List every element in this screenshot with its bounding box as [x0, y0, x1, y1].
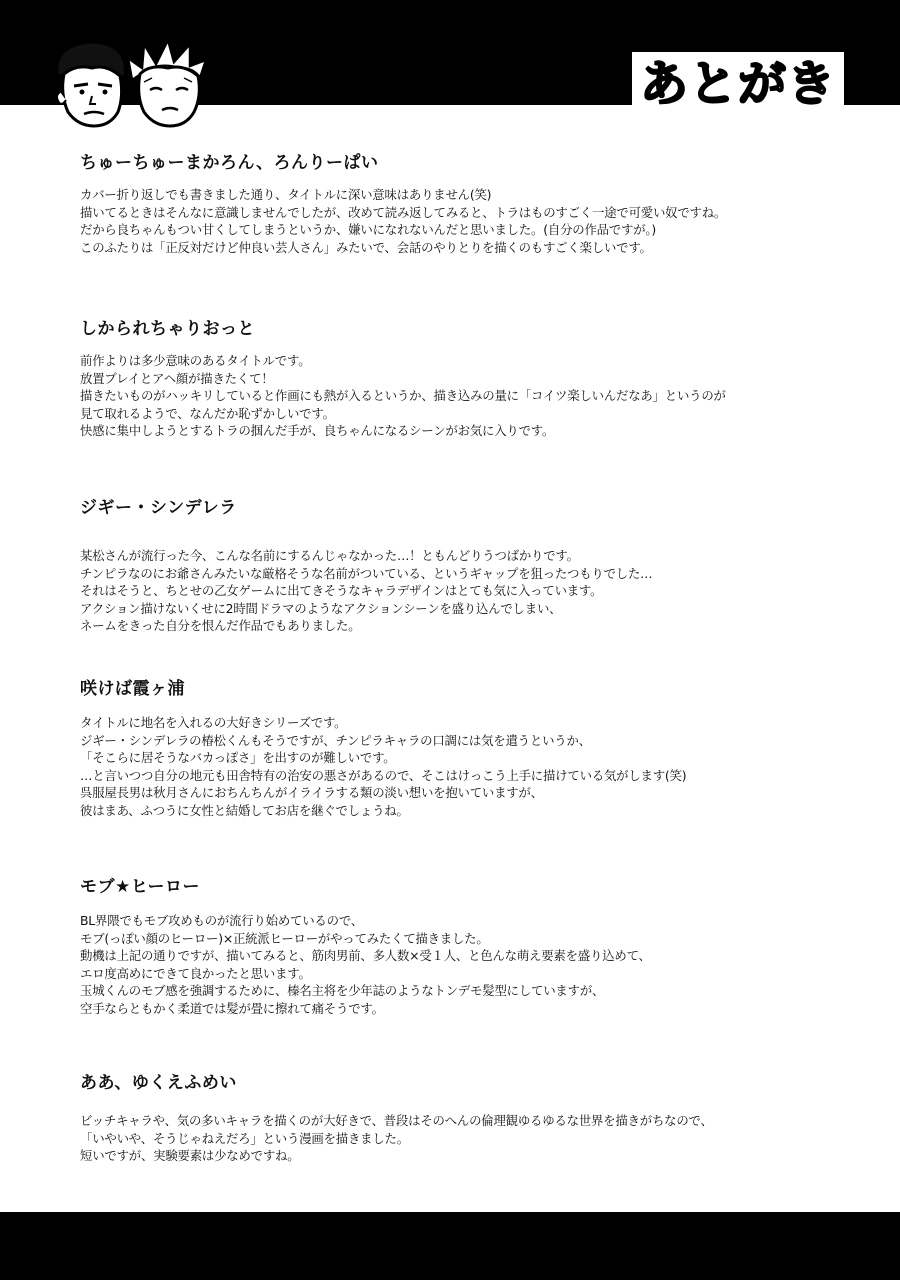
body-line: 「いやいや、そうじゃねえだろ」という漫画を描きました。 — [80, 1130, 409, 1146]
section-heading: ジギー・シンデレラ — [80, 498, 237, 518]
body-line: 空手ならともかく柔道では髪が畳に擦れて痛そうです。 — [80, 1000, 384, 1016]
section-4 — [80, 678, 840, 820]
body-line: このふたりは「正反対だけど仲良い芸人さん」みたいで、会話のやりとりを描くのもすごく楽しいです。 — [80, 239, 652, 255]
body-line: …と言いつつ自分の地元も田舎特有の治安の悪さがあるので、そこはけっこう上手に描けている気がします(笑) — [80, 767, 687, 783]
body-line: 呉服屋長男は秋月さんにおちんちんがイライラする類の淡い想いを抱いていますが、 — [80, 785, 543, 801]
footer-band — [0, 1212, 900, 1280]
body-line: 玉城くんのモブ感を強調するために、榛名主将を少年誌のようなトンデモ髪型にしていますが、 — [80, 983, 605, 999]
body-line: 見て取れるようで、なんだか恥ずかしいです。 — [80, 405, 335, 421]
body-line: ネームをきった自分を恨んだ作品でもありました。 — [80, 618, 361, 634]
section-heading: しかられちゃりおっと — [80, 319, 255, 339]
body-line: タイトルに地名を入れるの大好きシリーズです。 — [80, 715, 347, 730]
body-line: 某松さんが流行った今、こんな名前にするんじゃなかった…！ともんどりうつばかりです。 — [80, 548, 579, 563]
body-line: アクション描けないくせに2時間ドラマのようなアクションシーンを盛り込んでしまい、 — [80, 600, 562, 616]
right-character-icon — [128, 40, 206, 126]
section-3 — [80, 497, 840, 635]
body-line: ジギー・シンデレラの椿松くんもそうですが、チンピラキャラの口調には気を遣うというか、 — [80, 732, 591, 748]
section-heading: ちゅーちゅーまかろん、ろんりーぱい — [80, 153, 379, 173]
section-6 — [80, 1072, 840, 1165]
characters-illustration — [44, 34, 214, 134]
body-line: チンピラなのにお爺さんみたいな厳格そうな名前がついている、というギャップを狙ったつもりでした… — [80, 565, 653, 581]
body-line: 彼はまあ、ふつうに女性と結婚してお店を継ぐでしょうね。 — [80, 802, 409, 818]
body-line: エロ度高めにできて良かったと思います。 — [80, 965, 311, 981]
body-line: 放置プレイとアヘ顔が描きたくて！ — [80, 370, 274, 386]
section-heading: ああ、ゆくえふめい — [80, 1073, 237, 1093]
body-line: 短いですが、実験要素は少なめですね。 — [80, 1148, 300, 1164]
body-line: ビッチキャラや、気の多いキャラを描くのが大好きで、普段はそのへんの倫理観ゆるゆるな世界を描きがちなので、 — [80, 1113, 713, 1128]
page-title: あとがき — [639, 56, 836, 112]
body-line: モブ(っぽい顔のヒーロー)×正統派ヒーローがやってみたくて描きました。 — [80, 930, 489, 946]
left-character-icon — [57, 42, 125, 126]
body-line: 前作よりは多少意味のあるタイトルです。 — [80, 353, 311, 368]
body-line: 描いてるときはそんなに意識しませんでしたが、改めて読み返してみると、トラはものすごく一途で可愛い奴ですね。 — [80, 204, 727, 220]
section-5 — [80, 876, 840, 1018]
body-line: それはそうと、ちとせの乙女ゲームに出てきそうなキャラデザインはとても気に入っています。 — [80, 583, 603, 599]
body-line: だから良ちゃんもつい甘くしてしまうというか、嫌いになれないんだと思いました。(自分の作品ですが。) — [80, 222, 657, 238]
section-1 — [80, 152, 840, 256]
section-heading: 咲けば霞ヶ浦 — [80, 679, 185, 699]
body-line: カバー折り返しでも書きました通り、タイトルに深い意味はありません(笑) — [80, 187, 492, 202]
body-line: 動機は上記の通りですが、描いてみると、筋肉男前、多人数×受１人、と色んな萌え要素を盛り込めて、 — [80, 948, 651, 964]
section-2 — [80, 318, 840, 440]
body-line: BL界隈でもモブ攻めものが流行り始めているので、 — [80, 913, 363, 928]
body-line: 快感に集中しようとするトラの掴んだ手が、良ちゃんになるシーンがお気に入りです。 — [80, 423, 555, 439]
body-line: 「そこらに居そうなバカっぽさ」を出すのが難しいです。 — [80, 750, 396, 766]
section-heading: モブ★ヒーロー — [80, 877, 201, 897]
body-line: 描きたいものがハッキリしていると作画にも熱が入るというか、描き込みの量に「コイツ楽しいんだなあ」というのが — [80, 388, 726, 404]
